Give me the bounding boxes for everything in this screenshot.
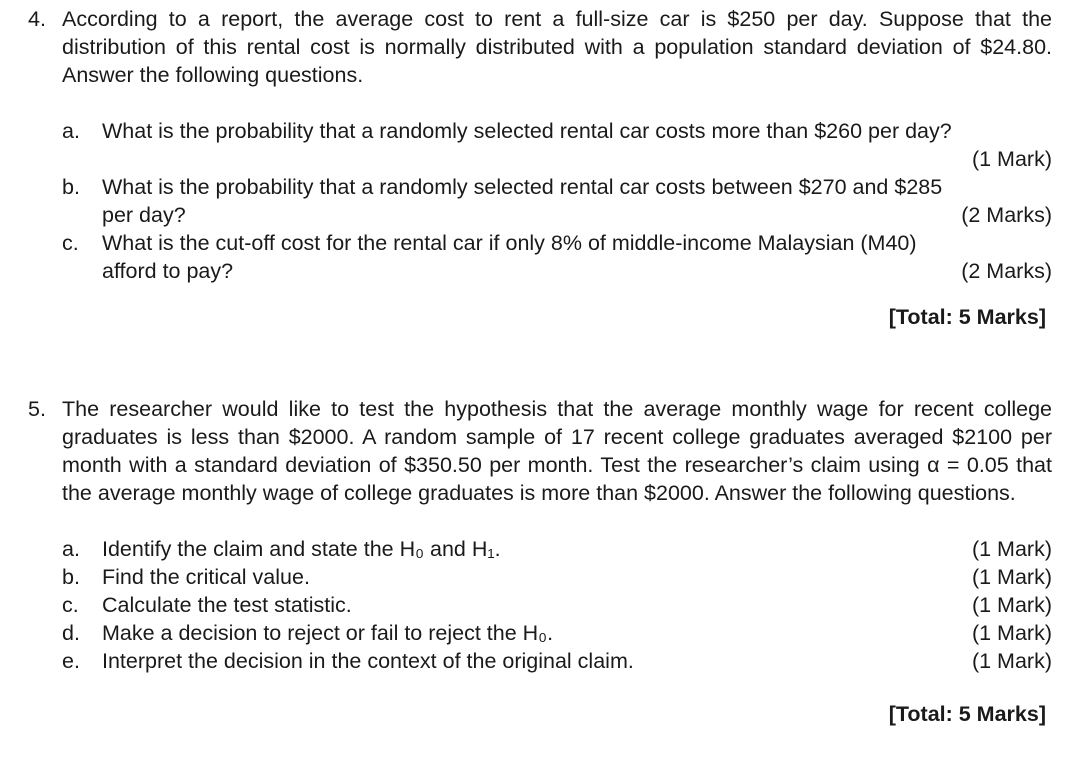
part-letter: b. <box>62 565 80 589</box>
part-text: Interpret the decision in the context of the original claim. <box>102 649 634 673</box>
part-text-continued: per day? <box>102 203 186 227</box>
question-4 <box>28 5 1052 331</box>
part-letter: a. <box>62 537 80 561</box>
part-text: Identify the claim and state the H₀ and H₁. <box>102 537 501 561</box>
question-4-parts <box>62 117 1052 285</box>
part-text: Make a decision to reject or fail to reject the H₀. <box>102 621 554 645</box>
part-a <box>62 117 1052 173</box>
part-e <box>62 647 1052 675</box>
part-body <box>102 619 1052 647</box>
part-c <box>62 229 1052 285</box>
part-text: What is the probability that a randomly selected rental car costs more than $260 per day? <box>102 119 952 143</box>
part-d <box>62 619 1052 647</box>
part-text-continued: afford to pay? <box>102 259 234 283</box>
question-5-parts <box>62 535 1052 675</box>
part-a <box>62 535 1052 563</box>
part-text: What is the cut-off cost for the rental car if only 8% of middle-income Malaysian (M40) <box>102 231 917 255</box>
part-line <box>102 257 1052 285</box>
question-5 <box>28 395 1052 728</box>
part-body <box>102 591 1052 619</box>
question-5-total: [Total: 5 Marks] <box>888 702 1046 726</box>
part-marks: (1 Mark) <box>971 621 1052 645</box>
question-text: The researcher would like to test the hypothesis that the average monthly wage for recent college graduates is less than $2000. A random sample of 17 recent college graduates averaged $2100 per month with a standard deviation of $350.50 per month. Test the researcher’s claim using α = 0.05 that the average monthly wage of college graduates is more than $2000. Answer the following questions. <box>62 397 1052 505</box>
question-number: 5. <box>28 397 46 421</box>
part-b <box>62 563 1052 591</box>
question-5-header <box>28 395 1052 507</box>
part-letter: d. <box>62 621 80 645</box>
part-marks: (2 Marks) <box>961 203 1052 227</box>
part-body <box>102 229 1052 285</box>
part-line <box>102 201 1052 229</box>
part-body <box>102 173 1052 229</box>
part-letter: c. <box>62 593 79 617</box>
part-marks: (1 Mark) <box>971 565 1052 589</box>
part-text: Find the critical value. <box>102 565 310 589</box>
part-marks: (1 Mark) <box>971 593 1052 617</box>
question-number: 4. <box>28 7 46 31</box>
part-letter: c. <box>62 231 79 255</box>
part-c <box>62 591 1052 619</box>
question-4-header <box>28 5 1052 89</box>
question-4-total: [Total: 5 Marks] <box>888 305 1046 329</box>
part-b <box>62 173 1052 229</box>
part-letter: e. <box>62 649 80 673</box>
part-text: Calculate the test statistic. <box>102 593 352 617</box>
part-marks: (1 Mark) <box>971 649 1052 673</box>
part-marks: (1 Mark) <box>971 537 1052 561</box>
part-body <box>102 563 1052 591</box>
part-body <box>102 647 1052 675</box>
part-body <box>102 117 1052 173</box>
part-text: What is the probability that a randomly selected rental car costs between $270 and $285 <box>102 175 943 199</box>
question-text: According to a report, the average cost to rent a full-size car is $250 per day. Suppose that the distribution of this rental cost is normally distributed with a population standard deviation of $24.80. Answer the following questions. <box>62 7 1052 87</box>
part-marks: (2 Marks) <box>961 259 1052 283</box>
part-body <box>102 535 1052 563</box>
part-letter: b. <box>62 175 80 199</box>
part-marks: (1 Mark) <box>971 147 1052 171</box>
part-letter: a. <box>62 119 80 143</box>
